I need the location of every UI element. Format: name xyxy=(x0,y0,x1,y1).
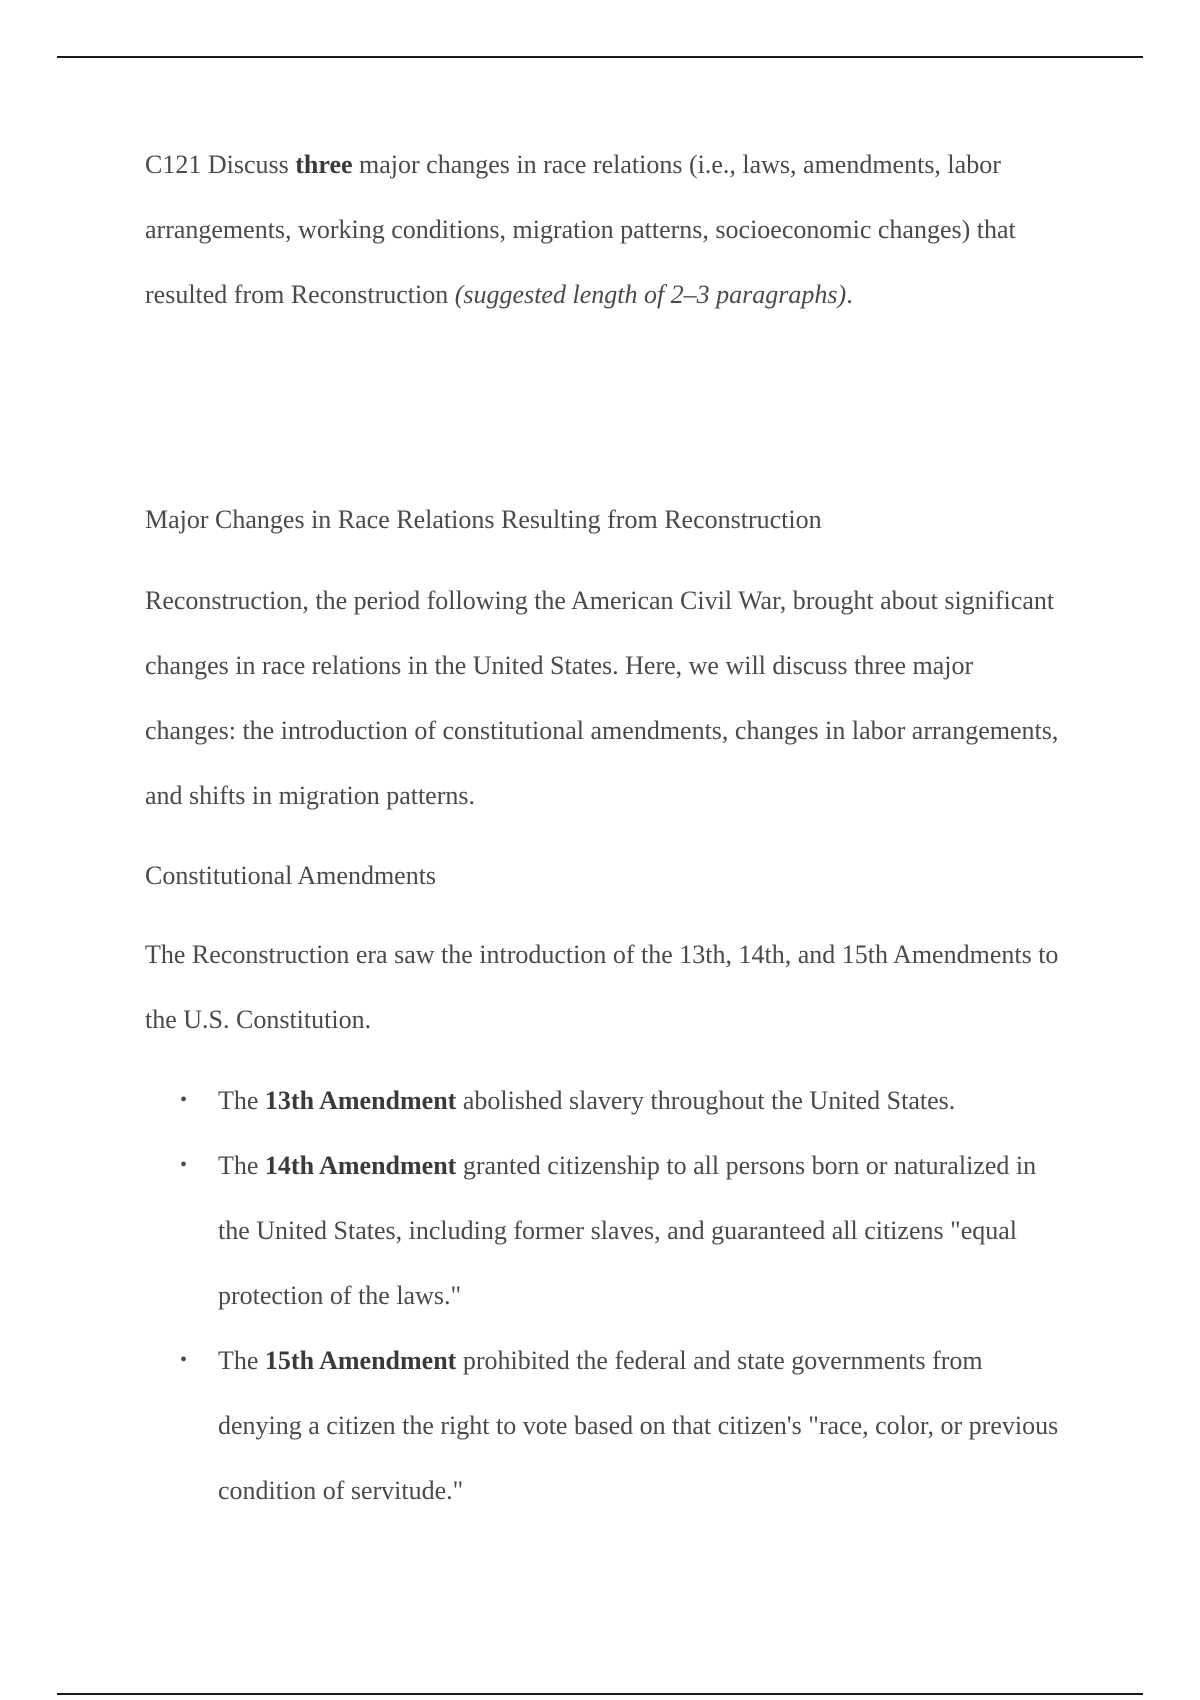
bullet-icon: • xyxy=(180,1089,188,1111)
list-item xyxy=(145,1133,1065,1328)
section-paragraph: The Reconstruction era saw the introduction of the 13th, 14th, and 15th Amendments to the U.S. Constitution. xyxy=(145,940,1059,1034)
section-heading: Constitutional Amendments xyxy=(145,861,437,890)
item-post: granted citizenship to all persons born or naturalized in the United States, including former slaves, and guaranteed all citizens "equal protection of the laws." xyxy=(218,1151,1037,1310)
list-item xyxy=(145,1328,1065,1523)
prompt-middle: major changes in race relations (i.e., laws, amendments, labor arrangements, working conditions, migration patterns, socioeconomic changes) that resulted from Reconstruction xyxy=(145,150,1016,309)
item-bold: 13th Amendment xyxy=(264,1086,457,1115)
top-rule xyxy=(57,56,1143,58)
item-pre: The xyxy=(218,1346,265,1375)
item-pre: The xyxy=(218,1086,265,1115)
intro-paragraph: Reconstruction, the period following the American Civil War, brought about significant changes in race relations in the United States. Here, we will discuss three major changes: the introduction of constitutional amendments, changes in labor arrangements, and shifts in migration patterns. xyxy=(145,586,1059,810)
amendment-list xyxy=(145,1068,1065,1523)
item-bold: 14th Amendment xyxy=(264,1151,457,1180)
item-bold: 15th Amendment xyxy=(264,1346,457,1375)
prompt-italic: (suggested length of 2–3 paragraphs) xyxy=(454,280,847,309)
item-post: abolished slavery throughout the United States. xyxy=(456,1086,956,1115)
bullet-icon: • xyxy=(180,1349,188,1371)
assignment-prompt xyxy=(145,132,1065,327)
bottom-rule xyxy=(57,1693,1143,1695)
list-item xyxy=(145,1068,1065,1133)
prompt-suffix: . xyxy=(846,280,853,309)
prompt-prefix: C121 Discuss xyxy=(145,150,296,179)
prompt-bold: three xyxy=(295,150,353,179)
bullet-icon: • xyxy=(180,1154,188,1176)
main-heading: Major Changes in Race Relations Resulting from Reconstruction xyxy=(145,505,822,534)
item-post: prohibited the federal and state governments from denying a citizen the right to vote based on that citizen's "race, color, or previous condition of servitude." xyxy=(218,1346,1059,1505)
item-pre: The xyxy=(218,1151,265,1180)
